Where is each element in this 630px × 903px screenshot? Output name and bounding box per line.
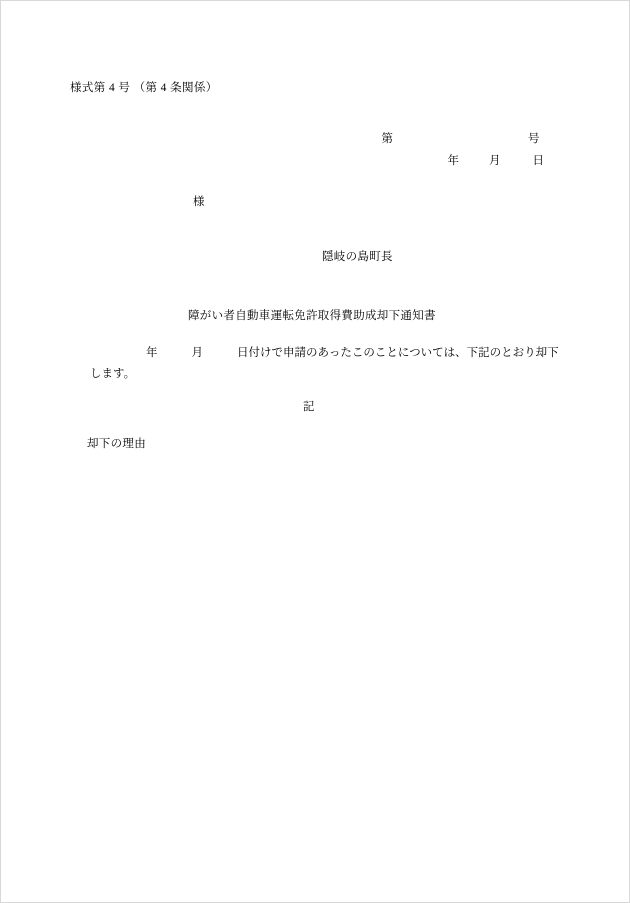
number-unit-label: 号 [528,133,540,145]
body-year-label: 年 [146,347,158,359]
rejection-reason-label: 却下の理由 [87,438,146,450]
document-title: 障がい者自動車運転免許取得費助成却下通知書 [188,310,436,322]
body-month-label: 月 [191,347,203,359]
day-label: 日 [532,155,544,167]
issuer-name: 隠岐の島町長 [322,251,393,263]
addressee-honorific: 様 [193,196,205,208]
form-number: 様式第 4 号 （第 4 条関係） [70,82,218,94]
body-paragraph [90,343,560,385]
year-label: 年 [447,155,459,167]
body-continuation: します。 [90,368,136,380]
number-label: 第 [381,133,393,145]
body-rest: 日付けで申請のあったこのことについては、下記のとおり却下 [237,347,559,359]
issue-date-row [436,140,544,180]
ki-mark: 記 [303,401,315,413]
month-label: 月 [489,155,501,167]
